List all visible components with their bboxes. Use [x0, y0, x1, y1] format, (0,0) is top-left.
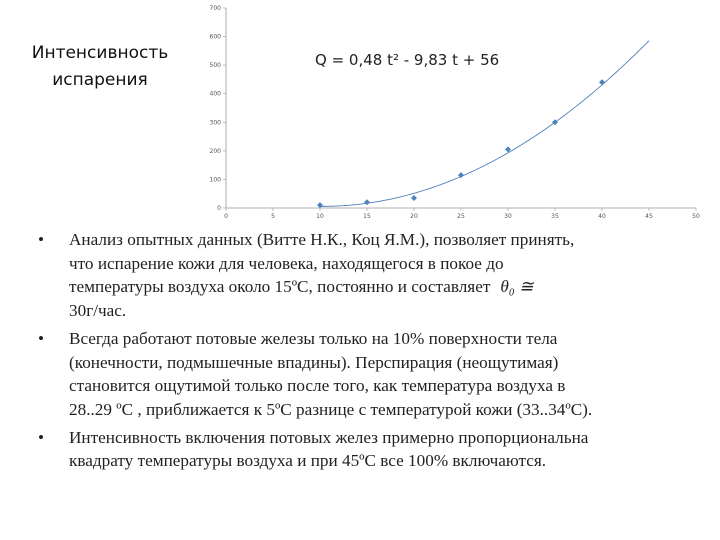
bullet-mark: •	[38, 427, 45, 447]
data-point	[552, 119, 558, 125]
data-point	[599, 79, 605, 85]
data-point	[317, 202, 323, 208]
bullet-item-3	[38, 426, 708, 473]
y-tick-label: 200	[209, 147, 221, 155]
x-tick-label: 50	[692, 213, 700, 220]
bullet-mark: •	[38, 328, 45, 348]
x-tick-label: 30	[504, 213, 512, 220]
bullet-line: Интенсивность включения потовых желез примерно пропорциональна	[69, 427, 589, 447]
bullet-item-1	[38, 228, 708, 323]
bullet-line	[69, 275, 708, 299]
trend-equation: Q = 0,48 t² - 9,83 t + 56	[315, 51, 500, 69]
x-tick-label: 0	[224, 213, 228, 220]
chart-ticks	[210, 5, 700, 220]
data-points	[317, 79, 605, 208]
x-tick-label: 5	[271, 213, 275, 220]
bullet-list	[38, 228, 708, 477]
bullet-line: становится ощутимой только после того, как температура воздуха в	[69, 376, 566, 396]
y-tick-label: 300	[209, 119, 221, 127]
bullet-line: Всегда работают потовые железы только на 10% поверхности тела	[69, 328, 558, 348]
bullet-line: 28..29 ºС , приближается к 5ºС разнице с температурой кожи (33..34ºС).	[69, 399, 593, 419]
y-tick-label: 0	[217, 205, 221, 212]
data-point	[411, 195, 417, 201]
y-tick-label: 700	[209, 5, 221, 12]
y-tick-label: 500	[209, 62, 221, 70]
y-axis-title-line1: Интенсивность	[31, 43, 169, 63]
x-tick-label: 25	[457, 213, 465, 220]
y-tick-label: 400	[209, 90, 221, 98]
x-tick-label: 10	[316, 213, 324, 220]
evaporation-chart	[0, 0, 720, 230]
x-tick-label: 35	[551, 213, 559, 220]
bullet-line: Анализ опытных данных (Витте Н.К., Коц Я.М.), позволяет принять,	[69, 230, 575, 249]
x-tick-label: 20	[410, 213, 418, 220]
y-tick-label: 100	[209, 176, 221, 184]
bullet-line: 30г/час.	[69, 301, 127, 321]
bullet-line: (конечности, подмышечные впадины). Перспирация (неощутимая)	[69, 352, 559, 372]
bullet-mark: •	[38, 230, 45, 249]
y-axis-title-line2: испарения	[52, 70, 148, 90]
bullet-item-2	[38, 327, 708, 422]
bullet-line: что испарение кожи для человека, находящегося в покое до	[69, 253, 504, 273]
theta-symbol: θ₀ ≅	[500, 277, 534, 297]
bullet-line: квадрату температуры воздуха и при 45ºС все 100% включаются.	[69, 451, 547, 471]
bullet-line-text: температуры воздуха около 15ºС, постоянно и составляет	[69, 277, 491, 297]
y-tick-label: 600	[209, 33, 221, 41]
data-point	[364, 199, 370, 205]
x-tick-label: 45	[645, 213, 653, 220]
x-tick-label: 40	[598, 213, 606, 220]
x-tick-label: 15	[363, 213, 371, 220]
